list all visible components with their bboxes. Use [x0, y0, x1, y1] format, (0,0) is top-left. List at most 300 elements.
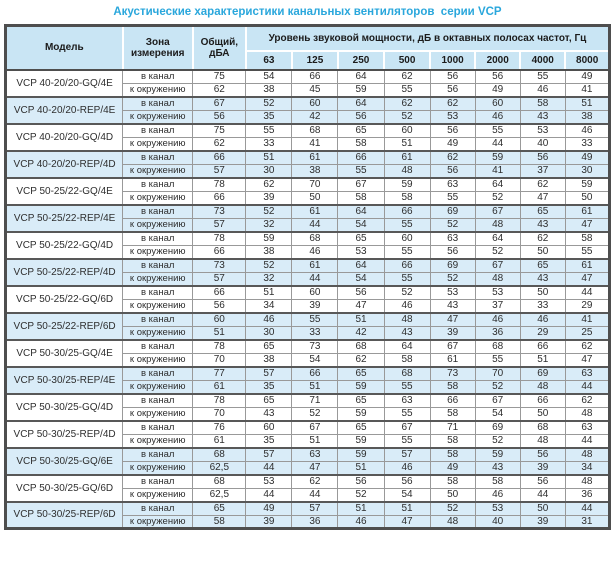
value-cell: 70	[292, 178, 338, 192]
zone-cell: к окружению	[123, 461, 193, 475]
value-cell: 34	[565, 461, 609, 475]
value-cell: 58	[338, 137, 384, 151]
table-row	[6, 475, 610, 489]
value-cell: 62	[430, 151, 475, 165]
value-cell: 69	[475, 421, 520, 435]
value-cell: 66	[384, 205, 430, 219]
table-row	[6, 313, 610, 327]
value-cell: 55	[475, 124, 520, 138]
table-row	[6, 421, 610, 435]
value-cell: 43	[520, 218, 565, 232]
total-dba-cell: 70	[193, 353, 246, 367]
col-header-freq-500: 500	[384, 51, 430, 70]
value-cell: 44	[565, 380, 609, 394]
value-cell: 55	[384, 245, 430, 259]
value-cell: 64	[338, 70, 384, 84]
value-cell: 44	[292, 272, 338, 286]
value-cell: 66	[430, 394, 475, 408]
value-cell: 53	[475, 286, 520, 300]
value-cell: 47	[565, 353, 609, 367]
total-dba-cell: 58	[193, 515, 246, 529]
zone-cell: в канал	[123, 205, 193, 219]
total-dba-cell: 51	[193, 326, 246, 340]
value-cell: 59	[338, 83, 384, 97]
value-cell: 46	[246, 313, 292, 327]
value-cell: 66	[520, 340, 565, 354]
value-cell: 58	[475, 475, 520, 489]
value-cell: 62	[384, 97, 430, 111]
value-cell: 38	[246, 83, 292, 97]
zone-cell: в канал	[123, 124, 193, 138]
zone-cell: к окружению	[123, 488, 193, 502]
value-cell: 44	[565, 286, 609, 300]
total-dba-cell: 77	[193, 367, 246, 381]
value-cell: 29	[565, 299, 609, 313]
value-cell: 64	[475, 178, 520, 192]
value-cell: 62	[565, 394, 609, 408]
total-dba-cell: 75	[193, 124, 246, 138]
value-cell: 68	[520, 421, 565, 435]
col-header-freq-63: 63	[246, 51, 292, 70]
value-cell: 59	[475, 151, 520, 165]
value-cell: 33	[520, 299, 565, 313]
value-cell: 30	[246, 326, 292, 340]
total-dba-cell: 66	[193, 245, 246, 259]
model-cell: VCP 40-20/20-GQ/4D	[6, 124, 123, 151]
value-cell: 54	[338, 218, 384, 232]
value-cell: 67	[292, 421, 338, 435]
value-cell: 52	[475, 434, 520, 448]
value-cell: 60	[292, 286, 338, 300]
value-cell: 64	[338, 205, 384, 219]
value-cell: 65	[338, 421, 384, 435]
value-cell: 60	[246, 421, 292, 435]
value-cell: 56	[520, 151, 565, 165]
col-header-freq-2000: 2000	[475, 51, 520, 70]
value-cell: 53	[520, 124, 565, 138]
value-cell: 52	[430, 502, 475, 516]
value-cell: 67	[384, 421, 430, 435]
value-cell: 51	[565, 97, 609, 111]
value-cell: 43	[520, 272, 565, 286]
value-cell: 51	[520, 353, 565, 367]
value-cell: 64	[338, 97, 384, 111]
value-cell: 59	[246, 232, 292, 246]
model-cell: VCP 50-30/25-GQ/4E	[6, 340, 123, 367]
table-body	[6, 70, 610, 529]
value-cell: 69	[520, 367, 565, 381]
value-cell: 59	[338, 407, 384, 421]
zone-cell: к окружению	[123, 218, 193, 232]
table-row	[6, 151, 610, 165]
model-cell: VCP 50-25/22-GQ/4D	[6, 232, 123, 259]
table-row	[6, 259, 610, 273]
value-cell: 63	[430, 232, 475, 246]
value-cell: 44	[292, 488, 338, 502]
value-cell: 47	[384, 515, 430, 529]
value-cell: 43	[475, 461, 520, 475]
zone-cell: в канал	[123, 259, 193, 273]
table-row	[6, 394, 610, 408]
value-cell: 64	[338, 259, 384, 273]
value-cell: 49	[475, 83, 520, 97]
value-cell: 66	[292, 70, 338, 84]
value-cell: 69	[430, 259, 475, 273]
value-cell: 68	[292, 124, 338, 138]
table-row	[6, 205, 610, 219]
value-cell: 65	[338, 124, 384, 138]
table-row	[6, 502, 610, 516]
value-cell: 30	[565, 164, 609, 178]
value-cell: 38	[246, 353, 292, 367]
table-row	[6, 70, 610, 84]
value-cell: 46	[384, 299, 430, 313]
value-cell: 48	[430, 515, 475, 529]
zone-cell: в канал	[123, 421, 193, 435]
value-cell: 58	[384, 191, 430, 205]
model-cell: VCP 50-30/25-GQ/6E	[6, 448, 123, 475]
model-cell: VCP 50-25/22-REP/4D	[6, 259, 123, 286]
value-cell: 38	[246, 245, 292, 259]
total-dba-cell: 78	[193, 178, 246, 192]
value-cell: 62	[565, 340, 609, 354]
value-cell: 73	[430, 367, 475, 381]
table-row	[6, 232, 610, 246]
value-cell: 48	[520, 380, 565, 394]
value-cell: 56	[520, 475, 565, 489]
value-cell: 35	[246, 434, 292, 448]
value-cell: 55	[384, 218, 430, 232]
total-dba-cell: 56	[193, 299, 246, 313]
zone-cell: к окружению	[123, 434, 193, 448]
value-cell: 51	[292, 434, 338, 448]
value-cell: 55	[384, 434, 430, 448]
total-dba-cell: 62,5	[193, 488, 246, 502]
value-cell: 61	[292, 151, 338, 165]
table-header	[6, 26, 610, 70]
value-cell: 47	[520, 191, 565, 205]
value-cell: 54	[246, 70, 292, 84]
value-cell: 73	[292, 340, 338, 354]
acoustic-characteristics-table	[4, 24, 611, 530]
zone-cell: к окружению	[123, 326, 193, 340]
model-cell: VCP 50-25/22-GQ/4E	[6, 178, 123, 205]
value-cell: 53	[475, 502, 520, 516]
col-header-total-dba: Общий, дБА	[193, 26, 246, 70]
value-cell: 56	[384, 475, 430, 489]
value-cell: 50	[520, 245, 565, 259]
total-dba-cell: 68	[193, 475, 246, 489]
value-cell: 67	[475, 394, 520, 408]
value-cell: 53	[430, 110, 475, 124]
value-cell: 39	[430, 326, 475, 340]
value-cell: 41	[292, 137, 338, 151]
value-cell: 50	[292, 191, 338, 205]
value-cell: 36	[292, 515, 338, 529]
total-dba-cell: 61	[193, 434, 246, 448]
table-row	[6, 367, 610, 381]
value-cell: 59	[338, 434, 384, 448]
value-cell: 35	[246, 110, 292, 124]
value-cell: 56	[430, 164, 475, 178]
model-cell: VCP 40-20/20-REP/4E	[6, 97, 123, 124]
total-dba-cell: 66	[193, 191, 246, 205]
value-cell: 47	[338, 299, 384, 313]
value-cell: 53	[338, 245, 384, 259]
value-cell: 55	[384, 407, 430, 421]
value-cell: 62	[246, 178, 292, 192]
value-cell: 51	[338, 502, 384, 516]
value-cell: 56	[475, 70, 520, 84]
value-cell: 51	[384, 137, 430, 151]
model-cell: VCP 50-30/25-GQ/4D	[6, 394, 123, 421]
value-cell: 65	[246, 340, 292, 354]
model-cell: VCP 50-30/25-REP/4D	[6, 421, 123, 448]
value-cell: 52	[246, 97, 292, 111]
zone-cell: к окружению	[123, 353, 193, 367]
model-cell: VCP 50-25/22-REP/4E	[6, 205, 123, 232]
value-cell: 65	[520, 259, 565, 273]
value-cell: 66	[338, 151, 384, 165]
model-cell: VCP 50-30/25-GQ/6D	[6, 475, 123, 502]
value-cell: 48	[384, 164, 430, 178]
value-cell: 52	[338, 488, 384, 502]
zone-cell: к окружению	[123, 407, 193, 421]
value-cell: 58	[430, 380, 475, 394]
table-row	[6, 286, 610, 300]
value-cell: 58	[520, 97, 565, 111]
value-cell: 55	[246, 124, 292, 138]
value-cell: 39	[246, 191, 292, 205]
value-cell: 32	[246, 272, 292, 286]
col-header-model: Модель	[6, 26, 123, 70]
value-cell: 58	[430, 475, 475, 489]
value-cell: 61	[384, 151, 430, 165]
zone-cell: в канал	[123, 367, 193, 381]
value-cell: 61	[565, 259, 609, 273]
value-cell: 62	[384, 70, 430, 84]
total-dba-cell: 57	[193, 164, 246, 178]
value-cell: 63	[430, 178, 475, 192]
value-cell: 56	[430, 124, 475, 138]
total-dba-cell: 65	[193, 502, 246, 516]
value-cell: 30	[246, 164, 292, 178]
zone-cell: к окружению	[123, 272, 193, 286]
value-cell: 44	[565, 502, 609, 516]
value-cell: 53	[430, 286, 475, 300]
value-cell: 51	[338, 313, 384, 327]
total-dba-cell: 57	[193, 218, 246, 232]
model-cell: VCP 50-25/22-GQ/6D	[6, 286, 123, 313]
value-cell: 59	[384, 178, 430, 192]
value-cell: 58	[430, 434, 475, 448]
value-cell: 56	[430, 83, 475, 97]
value-cell: 50	[520, 407, 565, 421]
value-cell: 44	[246, 461, 292, 475]
value-cell: 52	[475, 380, 520, 394]
value-cell: 29	[520, 326, 565, 340]
value-cell: 50	[430, 488, 475, 502]
value-cell: 56	[520, 448, 565, 462]
total-dba-cell: 78	[193, 232, 246, 246]
table-row	[6, 178, 610, 192]
col-header-freq-250: 250	[338, 51, 384, 70]
value-cell: 59	[475, 448, 520, 462]
value-cell: 48	[384, 313, 430, 327]
value-cell: 36	[565, 488, 609, 502]
value-cell: 37	[520, 164, 565, 178]
value-cell: 43	[430, 299, 475, 313]
value-cell: 59	[338, 448, 384, 462]
total-dba-cell: 68	[193, 448, 246, 462]
total-dba-cell: 62	[193, 83, 246, 97]
zone-cell: к окружению	[123, 191, 193, 205]
value-cell: 68	[384, 367, 430, 381]
value-cell: 39	[292, 299, 338, 313]
model-cell: VCP 50-30/25-REP/6D	[6, 502, 123, 529]
value-cell: 50	[520, 286, 565, 300]
value-cell: 55	[384, 272, 430, 286]
value-cell: 47	[565, 218, 609, 232]
value-cell: 49	[430, 461, 475, 475]
table-row	[6, 97, 610, 111]
value-cell: 66	[384, 259, 430, 273]
value-cell: 25	[565, 326, 609, 340]
value-cell: 49	[565, 151, 609, 165]
zone-cell: к окружению	[123, 245, 193, 259]
value-cell: 61	[292, 205, 338, 219]
value-cell: 63	[292, 448, 338, 462]
total-dba-cell: 78	[193, 394, 246, 408]
value-cell: 58	[384, 353, 430, 367]
value-cell: 66	[520, 394, 565, 408]
value-cell: 67	[475, 259, 520, 273]
zone-cell: в канал	[123, 394, 193, 408]
zone-cell: к окружению	[123, 380, 193, 394]
zone-cell: к окружению	[123, 110, 193, 124]
value-cell: 51	[384, 502, 430, 516]
table-row	[6, 448, 610, 462]
value-cell: 46	[292, 245, 338, 259]
value-cell: 47	[565, 272, 609, 286]
model-cell: VCP 50-30/25-REP/4E	[6, 367, 123, 394]
value-cell: 43	[384, 326, 430, 340]
col-header-freq-4000: 4000	[520, 51, 565, 70]
value-cell: 62	[430, 97, 475, 111]
value-cell: 32	[246, 218, 292, 232]
value-cell: 55	[475, 353, 520, 367]
total-dba-cell: 67	[193, 97, 246, 111]
value-cell: 65	[338, 367, 384, 381]
value-cell: 33	[292, 326, 338, 340]
value-cell: 46	[520, 83, 565, 97]
value-cell: 51	[246, 286, 292, 300]
value-cell: 48	[475, 218, 520, 232]
zone-cell: в канал	[123, 286, 193, 300]
total-dba-cell: 70	[193, 407, 246, 421]
value-cell: 65	[338, 394, 384, 408]
value-cell: 54	[384, 488, 430, 502]
value-cell: 67	[430, 340, 475, 354]
value-cell: 36	[475, 326, 520, 340]
value-cell: 54	[475, 407, 520, 421]
total-dba-cell: 66	[193, 286, 246, 300]
zone-cell: в канал	[123, 340, 193, 354]
value-cell: 38	[292, 164, 338, 178]
value-cell: 50	[565, 191, 609, 205]
zone-cell: в канал	[123, 232, 193, 246]
value-cell: 57	[292, 502, 338, 516]
zone-cell: к окружению	[123, 137, 193, 151]
model-cell: VCP 40-20/20-REP/4D	[6, 151, 123, 178]
value-cell: 52	[475, 191, 520, 205]
value-cell: 56	[338, 110, 384, 124]
col-header-sound-power-level: Уровень звуковой мощности, дБ в октавных полосах частот, Гц	[246, 26, 610, 51]
value-cell: 35	[246, 380, 292, 394]
value-cell: 31	[565, 515, 609, 529]
value-cell: 55	[384, 380, 430, 394]
value-cell: 64	[384, 340, 430, 354]
value-cell: 58	[430, 407, 475, 421]
total-dba-cell: 56	[193, 110, 246, 124]
page-title: Акустические характеристики канальных вентиляторов серии VCP	[113, 6, 502, 18]
value-cell: 61	[565, 205, 609, 219]
value-cell: 56	[430, 70, 475, 84]
value-cell: 52	[246, 259, 292, 273]
zone-cell: в канал	[123, 178, 193, 192]
value-cell: 55	[430, 191, 475, 205]
zone-cell: в канал	[123, 313, 193, 327]
value-cell: 63	[565, 421, 609, 435]
value-cell: 51	[246, 151, 292, 165]
total-dba-cell: 62	[193, 137, 246, 151]
value-cell: 41	[565, 313, 609, 327]
col-header-freq-125: 125	[292, 51, 338, 70]
value-cell: 44	[475, 137, 520, 151]
value-cell: 46	[338, 515, 384, 529]
value-cell: 48	[565, 448, 609, 462]
value-cell: 55	[565, 245, 609, 259]
value-cell: 52	[384, 286, 430, 300]
value-cell: 40	[520, 137, 565, 151]
value-cell: 55	[292, 313, 338, 327]
value-cell: 59	[565, 178, 609, 192]
value-cell: 70	[475, 367, 520, 381]
value-cell: 57	[246, 448, 292, 462]
value-cell: 46	[475, 488, 520, 502]
value-cell: 57	[384, 448, 430, 462]
total-dba-cell: 57	[193, 272, 246, 286]
value-cell: 45	[292, 83, 338, 97]
value-cell: 34	[246, 299, 292, 313]
value-cell: 40	[475, 515, 520, 529]
zone-cell: в канал	[123, 475, 193, 489]
value-cell: 49	[565, 70, 609, 84]
value-cell: 58	[565, 232, 609, 246]
value-cell: 46	[384, 461, 430, 475]
value-cell: 54	[338, 272, 384, 286]
value-cell: 68	[292, 232, 338, 246]
zone-cell: в канал	[123, 448, 193, 462]
value-cell: 60	[384, 124, 430, 138]
value-cell: 46	[475, 313, 520, 327]
value-cell: 62	[520, 232, 565, 246]
value-cell: 42	[292, 110, 338, 124]
total-dba-cell: 78	[193, 340, 246, 354]
value-cell: 59	[338, 380, 384, 394]
total-dba-cell: 76	[193, 421, 246, 435]
value-cell: 44	[520, 488, 565, 502]
